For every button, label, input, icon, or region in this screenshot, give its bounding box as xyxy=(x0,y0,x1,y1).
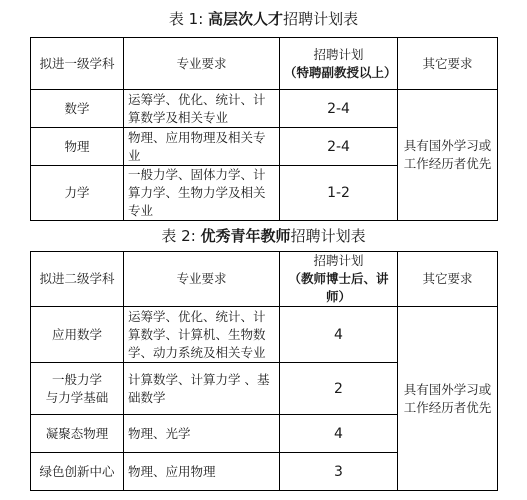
table2-recruitment-plan xyxy=(30,251,498,491)
table1-header-plan xyxy=(280,38,398,90)
table2-header-plan-line2: （教师博士后、讲师） xyxy=(288,271,389,304)
table2-requirement-cell: 运筹学、优化、统计、计算数学、计算机、生物数学、动力系统及相关专业 xyxy=(124,307,280,363)
table2-title xyxy=(0,226,527,246)
table2-subject-line2: 与力学基础 xyxy=(45,389,109,405)
table1-header-plan-line2: （特聘副教授以上） xyxy=(284,64,397,80)
table-row xyxy=(31,90,498,128)
table1-other-cell: 具有国外学习或工作经历者优先 xyxy=(398,90,498,221)
table2-header-other: 其它要求 xyxy=(398,252,498,307)
table2-subject-cell: 凝聚态物理 xyxy=(31,415,124,453)
table1-title-bold: 高层次人才 xyxy=(208,10,284,28)
table1-recruitment-plan xyxy=(30,37,498,221)
table2-header-plan xyxy=(280,252,398,307)
table2-title-suffix: 招聘计划表 xyxy=(290,227,366,245)
table2-title-bold: 优秀青年教师 xyxy=(200,227,291,245)
table2-header-subject: 拟进二级学科 xyxy=(31,252,124,307)
table2-subject-cell xyxy=(31,363,124,415)
table1-header-subject: 拟进一级学科 xyxy=(31,38,124,90)
table2-requirement-cell: 物理、光学 xyxy=(124,415,280,453)
table1-plan-cell: 2-4 xyxy=(280,90,398,128)
table2-subject-cell: 绿色创新中心 xyxy=(31,453,124,491)
table1-title-prefix: 表 1: xyxy=(168,10,209,28)
table2-header-row xyxy=(31,252,498,307)
table2-other-cell: 具有国外学习或工作经历者优先 xyxy=(398,307,498,491)
table2-requirement-cell: 物理、应用物理 xyxy=(124,453,280,491)
table1-plan-cell: 1-2 xyxy=(280,166,398,221)
table1-title-suffix: 招聘计划表 xyxy=(283,10,359,28)
table2-header-requirement: 专业要求 xyxy=(124,252,280,307)
table2-requirement-cell: 计算数学、计算力学 、基础数学 xyxy=(124,363,280,415)
table-row xyxy=(31,307,498,363)
table2-subject-line1: 一般力学 xyxy=(51,371,102,387)
table2-plan-cell: 4 xyxy=(280,415,398,453)
table2-title-prefix: 表 2: xyxy=(161,227,201,245)
table2-header-plan-line1: 招聘计划 xyxy=(313,253,364,268)
table1-header-row xyxy=(31,38,498,90)
table2-plan-cell: 3 xyxy=(280,453,398,491)
table1-requirement-cell: 物理、应用物理及相关专业 xyxy=(124,128,280,166)
table1-subject-cell: 数学 xyxy=(31,90,124,128)
table1-header-plan-line1: 招聘计划 xyxy=(313,46,364,62)
table1-requirement-cell: 运筹学、优化、统计、计算数学及相关专业 xyxy=(124,90,280,128)
table1-subject-cell: 物理 xyxy=(31,128,124,166)
table1-title xyxy=(0,9,527,29)
table2-plan-cell: 4 xyxy=(280,307,398,363)
table1-header-requirement: 专业要求 xyxy=(124,38,280,90)
table1-subject-cell: 力学 xyxy=(31,166,124,221)
table1-header-other: 其它要求 xyxy=(398,38,498,90)
table1-plan-cell: 2-4 xyxy=(280,128,398,166)
table1-requirement-cell: 一般力学、固体力学、计算力学、生物力学及相关专业 xyxy=(124,166,280,221)
table2-subject-cell: 应用数学 xyxy=(31,307,124,363)
table2-plan-cell: 2 xyxy=(280,363,398,415)
